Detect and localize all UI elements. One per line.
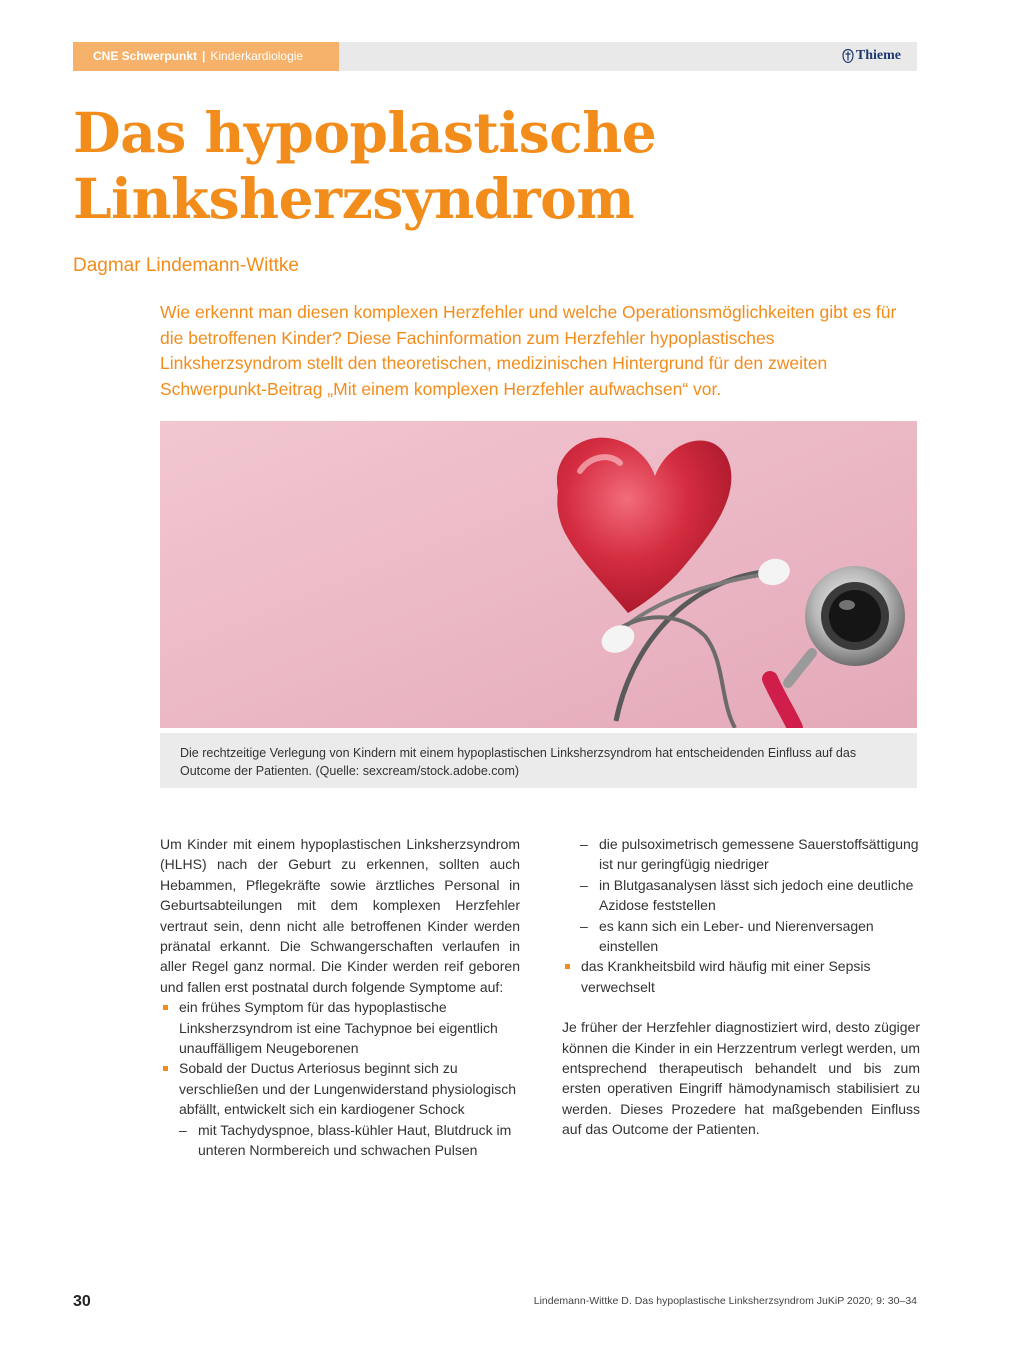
list-item-text: das Krankheitsbild wird häufig mit einer Sepsis verwechselt xyxy=(581,958,871,995)
article-photo xyxy=(160,421,917,728)
sub-list-item xyxy=(580,834,920,875)
lead-paragraph: Wie erkennt man diesen komplexen Herzfehler und welche Operationsmöglichkeiten gibt es für die betroffenen Kinder? Diese Fachinformation zum Herzfehler hypoplastisches Linksherzsyndrom stellt den theoretischen, medizinischen Hintergrund für den zweiten Schwerpunkt-Beitrag „Mit einem komplexen Herzfehler aufwachsen“ vor. xyxy=(160,302,897,399)
sub-list-item xyxy=(580,916,920,957)
sub-list-item-text: mit Tachydyspnoe, blass-kühler Haut, Blutdruck im unteren Normbereich und schwachen Pulsen xyxy=(198,1121,512,1159)
figure-caption: Die rechtzeitige Verlegung von Kindern mit einem hypoplastischen Linksherzsyndrom hat entscheidenden Einfluss auf das Outcome der Patienten. (Quelle: sexcream/stock.adobe.com) xyxy=(160,733,917,788)
title-line-2: Linksherzsyndrom xyxy=(73,166,635,231)
bullet-marker xyxy=(163,1066,168,1071)
thieme-emblem-icon xyxy=(842,49,854,63)
dash-marker: – xyxy=(580,836,588,852)
bullet-marker xyxy=(565,964,570,969)
sub-list-item-text: die pulsoximetrisch gemessene Sauerstoffsättigung ist nur geringfügig niedriger xyxy=(599,836,919,873)
dash-marker: – xyxy=(179,1121,187,1138)
sub-list xyxy=(179,1120,520,1161)
title-line-1: Das hypoplastische xyxy=(73,100,657,165)
list-item xyxy=(160,997,520,1058)
section-tag xyxy=(73,42,339,71)
sub-list-item-text: es kann sich ein Leber- und Nierenversagen einstellen xyxy=(599,917,874,955)
sub-list-item xyxy=(580,875,920,916)
publisher-logo xyxy=(842,48,901,64)
intro-paragraph: Um Kinder mit einem hypoplastischen Linksherzsyndrom (HLHS) nach der Geburt zu erkennen, sollten auch Hebammen, Pflegekräfte sowie ärztliches Personal in Geburtsabteilungen mit dem komplexen Herzfehler vertraut sein, denn nicht alle betroffenen Kinder werden pränatal erkannt. Die Schwangerschaften verlaufen in aller Regel ganz normal. Die Kinder werden reif geboren und fallen erst postnatal durch folgende Symptome auf: xyxy=(160,836,520,995)
heart-stethoscope-illustration xyxy=(160,421,917,728)
sub-list-item xyxy=(179,1120,520,1161)
body-column-left xyxy=(160,834,520,1161)
symptom-list xyxy=(160,997,520,1160)
author-name: Dagmar Lindemann-Wittke xyxy=(73,255,299,276)
section-separator: | xyxy=(202,49,206,63)
publisher-name: Thieme xyxy=(855,48,901,63)
dash-marker: – xyxy=(580,917,588,934)
subsection-name: Kinderkardiologie xyxy=(210,49,304,63)
bullet-marker xyxy=(163,1005,168,1010)
citation-footer: Lindemann-Wittke D. Das hypoplastische Linksherzsyndrom JuKiP 2020; 9: 30–34 xyxy=(533,1295,917,1307)
header-bar xyxy=(73,42,917,71)
list-item-text: ein frühes Symptom für das hypoplastische Linksherzsyndrom ist eine Tachypnoe bei eigentlich unauffälligem Neugeborenen xyxy=(179,999,498,1057)
list-item-text: Sobald der Ductus Arteriosus beginnt sich zu verschließen und der Lungenwiderstand physiologisch abfällt, entwickelt sich ein kardiogener Schock xyxy=(179,1060,516,1118)
article-title xyxy=(73,100,933,232)
dash-marker: – xyxy=(580,876,588,893)
section-name: CNE Schwerpunkt xyxy=(93,49,198,63)
list-item xyxy=(160,1058,520,1160)
body-column-right xyxy=(562,834,920,1140)
sub-list-item-text: in Blutgasanalysen lässt sich jedoch eine deutliche Azidose feststellen xyxy=(599,876,914,914)
list-item xyxy=(562,956,920,997)
sub-list-continued xyxy=(580,834,920,956)
page-number: 30 xyxy=(73,1293,91,1310)
symptom-list-continued xyxy=(562,956,920,997)
closing-paragraph: Je früher der Herzfehler diagnostiziert wird, desto zügiger können die Kinder in ein Herzzentrum verlegt werden, um entsprechend therapeutisch behandelt und bis zum ersten operativen Eingriff hämodynamisch stabilisiert zu werden. Dieses Prozedere hat maßgebenden Einfluss auf das Outcome der Patienten. xyxy=(562,1019,920,1138)
